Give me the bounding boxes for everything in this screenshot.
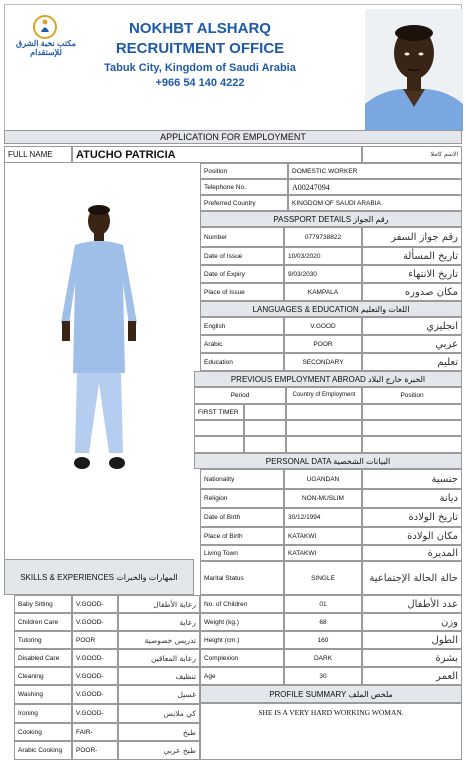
company-phone: +966 54 140 4222 (155, 77, 245, 89)
education-value: SECONDARY (284, 353, 362, 371)
skill-label: Children Care (14, 613, 72, 631)
expiry-date-value: 9/03/2030 (284, 265, 362, 283)
employment-cell (362, 404, 462, 420)
skill-label: Cooking (14, 723, 72, 741)
company-logo (11, 15, 81, 59)
passport-number-arabic: رقم جواز السفر (362, 227, 462, 247)
nationality-arabic: جنسية (362, 469, 462, 489)
passport-number-value: 0779738822 (284, 227, 362, 247)
height-value: 160 (284, 631, 362, 649)
headshot-photo (365, 9, 463, 131)
nationality-value: UGANDAN (284, 469, 362, 489)
english-arabic: انجليزي (362, 317, 462, 335)
age-label: Age (200, 667, 284, 685)
letterhead (4, 4, 462, 130)
skill-arabic: تدريس خصوصية (118, 631, 200, 649)
place-of-issue-value: KAMPALA (284, 283, 362, 301)
telephone-value: A00247094 (288, 179, 462, 195)
full-name-value: ATUCHO PATRICIA (72, 146, 362, 163)
marital-status-arabic: حالة الحالة الإجتماعية (362, 561, 462, 595)
employment-cell (194, 420, 244, 436)
skill-value: V.GOOD- (72, 613, 118, 631)
logo-text: مكتب نخبة الشرق للإستقدام (16, 39, 76, 57)
issue-date-value: 10/03/2020 (284, 247, 362, 265)
education-arabic: تعليم (362, 353, 462, 371)
age-arabic: العمر (362, 667, 462, 685)
children-arabic: عدد الأطفال (362, 595, 462, 613)
complexion-value: DARK (284, 649, 362, 667)
complexion-arabic: بشرة (362, 649, 462, 667)
employment-cell (244, 436, 286, 453)
height-arabic: الطول (362, 631, 462, 649)
skill-value: V.GOOD- (72, 704, 118, 723)
living-town-value: KATAKWI (284, 545, 362, 561)
company-location: Tabuk City, Kingdom of Saudi Arabia (104, 62, 296, 74)
english-value: V.GOOD (284, 317, 362, 335)
person-icon (39, 19, 51, 33)
position-label: Position (200, 163, 288, 179)
religion-arabic: ديانة (362, 489, 462, 508)
company-name-line2: RECRUITMENT OFFICE (115, 40, 285, 57)
position-value: DOMESTIC WORKER (288, 163, 462, 179)
nationality-label: Nationality (200, 469, 284, 489)
skill-value: V.GOOD- (72, 667, 118, 685)
skill-label: Disabled Care (14, 649, 72, 667)
place-of-birth-value: KATAKWI (284, 527, 362, 545)
skill-arabic: طبخ (118, 723, 200, 741)
employment-cell (286, 420, 362, 436)
date-of-birth-arabic: تاريخ الولادة (362, 508, 462, 527)
full-body-photo (4, 163, 194, 559)
full-name-arabic: الاسم كاملا (362, 146, 462, 163)
employment-cell (244, 420, 286, 436)
skill-arabic: طبخ عربي (118, 741, 200, 760)
first-timer-cell: FIRST TIMER (194, 404, 244, 420)
form-title: APPLICATION FOR EMPLOYMENT (4, 130, 462, 144)
religion-value: NON-MUSLIM (284, 489, 362, 508)
languages-header: LANGUAGES & EDUCATION اللغات والتعليم (200, 301, 462, 317)
skill-label: Arabic Cooking (14, 741, 72, 760)
weight-label: Weight (kg.) (200, 613, 284, 631)
employment-cell (194, 436, 244, 453)
passport-number-label: Number (200, 227, 284, 247)
skill-arabic: رعاية (118, 613, 200, 631)
telephone-label: Telephone No. (200, 179, 288, 195)
skill-arabic: كي ملابس (118, 704, 200, 723)
profile-summary-text: SHE IS A VERY HARD WORKING WOMAN. (200, 703, 462, 760)
age-value: 30 (284, 667, 362, 685)
education-label: Education (200, 353, 284, 371)
employment-cell (244, 404, 286, 420)
weight-arabic: وزن (362, 613, 462, 631)
skill-arabic: تنظيف (118, 667, 200, 685)
issue-date-label: Date of Issue (200, 247, 284, 265)
date-of-birth-value: 30/12/1994 (284, 508, 362, 527)
employment-cell (362, 420, 462, 436)
skill-label: Ironing (14, 704, 72, 723)
place-of-birth-label: Place of Birth (200, 527, 284, 545)
preferred-country-value: KINGDOM OF SAUDI ARABIA (288, 195, 462, 211)
weight-value: 68 (284, 613, 362, 631)
preferred-country-label: Preferred Country (200, 195, 288, 211)
expiry-date-arabic: تاريخ الانتهاء (362, 265, 462, 283)
arabic-value: POOR (284, 335, 362, 353)
company-name (95, 19, 305, 59)
skill-arabic: رعاية المعاقين (118, 649, 200, 667)
date-of-birth-label: Date of Birth (200, 508, 284, 527)
arabic-label: Arabic (200, 335, 284, 353)
skill-arabic: غسيل (118, 685, 200, 704)
place-of-issue-arabic: مكان صدوره (362, 283, 462, 301)
skill-label: Washing (14, 685, 72, 704)
children-value: 01 (284, 595, 362, 613)
employment-cell (286, 404, 362, 420)
passport-header: PASSPORT DETAILS رقم الجواز (200, 211, 462, 227)
religion-label: Religion (200, 489, 284, 508)
living-town-label: Living Town (200, 545, 284, 561)
company-contact (85, 61, 315, 91)
skill-value: FAIR- (72, 723, 118, 741)
position-header: Position (362, 387, 462, 404)
place-of-birth-arabic: مكان الولادة (362, 527, 462, 545)
country-header: Country of Employment (286, 387, 362, 404)
skill-label: Baby Sitting (14, 595, 72, 613)
skill-value: POOR- (72, 741, 118, 760)
marital-status-value: SINGLE (284, 561, 362, 595)
expiry-date-label: Date of Expiry (200, 265, 284, 283)
skill-value: POOR (72, 631, 118, 649)
skill-value: V.GOOD- (72, 595, 118, 613)
skill-arabic: رعاية الأطفال (118, 595, 200, 613)
skill-label: Cleaning (14, 667, 72, 685)
personal-data-header: PERSONAL DATA البيانات الشخصية (194, 453, 462, 469)
company-name-line1: NOKHBT ALSHARQ (129, 20, 271, 37)
complexion-label: Complexion (200, 649, 284, 667)
marital-status-label: Marital Status (200, 561, 284, 595)
full-name-label: FULL NAME (4, 146, 72, 163)
period-header: Period (194, 387, 286, 404)
skill-value: V.GOOD- (72, 649, 118, 667)
skills-header: SKILLS & EXPERIENCES المهارات والخبرات (4, 559, 194, 595)
english-label: English (200, 317, 284, 335)
employment-cell (286, 436, 362, 453)
issue-date-arabic: تاريخ المسألة (362, 247, 462, 265)
arabic-arabic: عربي (362, 335, 462, 353)
children-label: No. of Children (200, 595, 284, 613)
living-town-arabic: المديرة (362, 545, 462, 561)
skill-value: V.GOOD- (72, 685, 118, 704)
employment-header: PREVIOUS EMPLOYMENT ABROAD الخبرة خارج البلاد (194, 371, 462, 387)
place-of-issue-label: Place of Issue (200, 283, 284, 301)
employment-cell (362, 436, 462, 453)
skill-label: Tutoring (14, 631, 72, 649)
profile-summary-header: PROFILE SUMMARY ملخص الملف (200, 685, 462, 703)
height-label: Height (cm.) (200, 631, 284, 649)
